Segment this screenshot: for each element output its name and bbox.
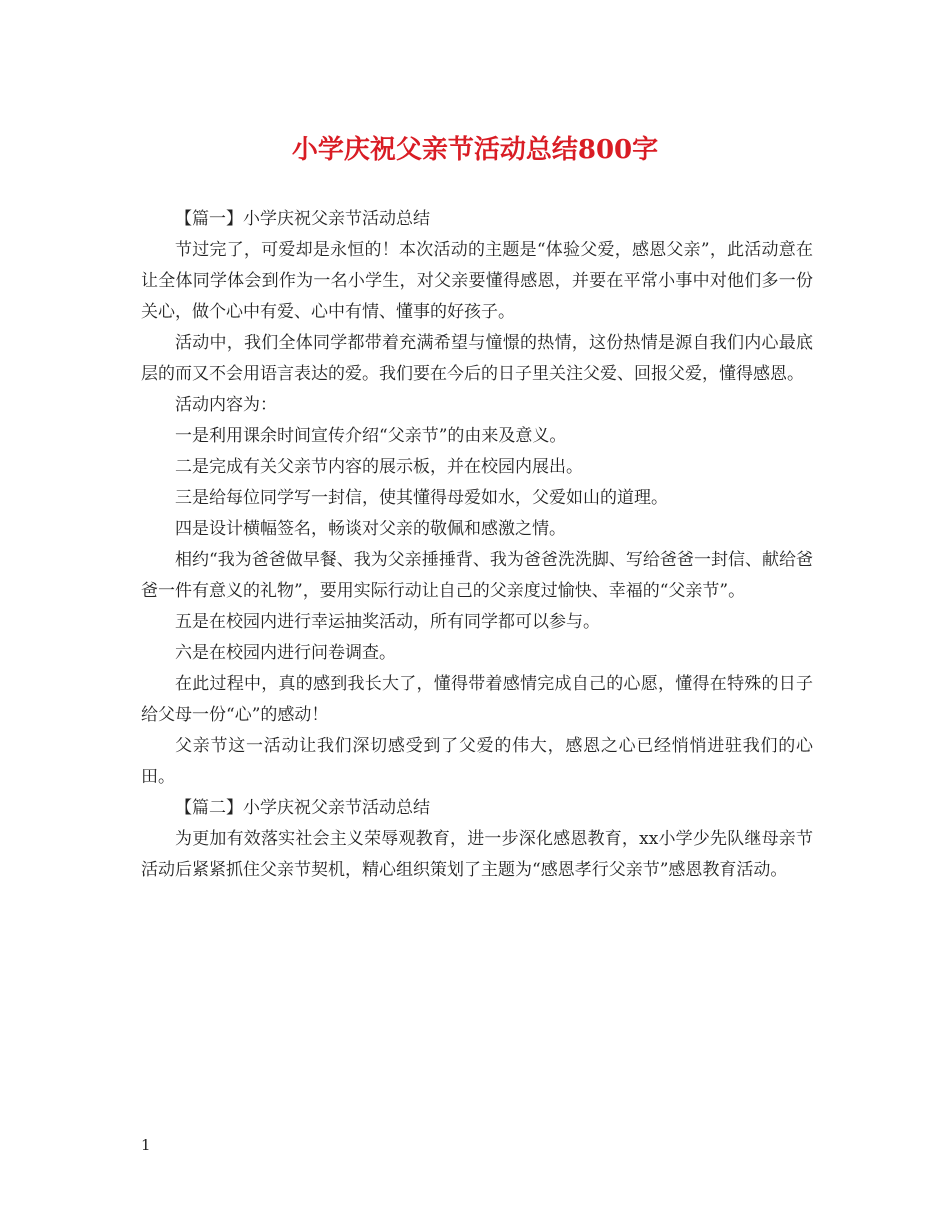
list-item: 六是在校园内进行问卷调查。 [175,643,396,663]
list-item: 二是完成有关父亲节内容的展示板，并在校园内展出。 [175,457,583,477]
list-item: 四是设计横幅签名，畅谈对父亲的敬佩和感激之情。 [175,519,566,539]
paragraph: 相约“我为爸爸做早餐、我为父亲捶捶背、我为爸爸洗洗脚、写给爸爸一封信、献给爸爸一件有意义的礼物”，要用实际行动让自己的父亲度过愉快、幸福的“父亲节”。 [141,550,813,601]
list-item: 一是利用课余时间宣传介绍“父亲节”的由来及意义。 [175,426,567,446]
paragraph: 为更加有效落实社会主义荣辱观教育，进一步深化感恩教育，xx小学少先队继母亲节活动后紧紧抓住父亲节契机，精心组织策划了主题为“感恩孝行父亲节”感恩教育活动。 [141,829,813,880]
list-item: 三是给每位同学写一封信，使其懂得母爱如水，父爱如山的道理。 [175,488,668,508]
section-heading-2: 【篇二】小学庆祝父亲节活动总结 [175,798,430,818]
document-title: 小学庆祝父亲节活动总结800字 [291,135,659,165]
list-item: 五是在校园内进行幸运抽奖活动，所有同学都可以参与。 [175,612,600,632]
paragraph: 在此过程中，真的感到我长大了，懂得带着感情完成自己的心愿，懂得在特殊的日子给父母一份“心”的感动！ [141,674,813,725]
section-heading-1: 【篇一】小学庆祝父亲节活动总结 [175,209,430,229]
paragraph: 活动中，我们全体同学都带着充满希望与憧憬的热情，这份热情是源自我们内心最底层的而又不会用语言表达的爱。我们要在今后的日子里关注父爱、回报父爱，懂得感恩。 [141,333,813,384]
paragraph: 节过完了，可爱却是永恒的！本次活动的主题是“体验父爱，感恩父亲”，此活动意在让全体同学体会到作为一名小学生，对父亲要懂得感恩，并要在平常小事中对他们多一份关心，做个心中有爱、心中有情、懂事的好孩子。 [141,240,813,322]
document-body [141,204,813,886]
paragraph: 活动内容为： [175,395,277,415]
page-number: 1 [141,1136,151,1154]
paragraph: 父亲节这一活动让我们深切感受到了父爱的伟大，感恩之心已经悄悄进驻我们的心田。 [141,736,813,787]
